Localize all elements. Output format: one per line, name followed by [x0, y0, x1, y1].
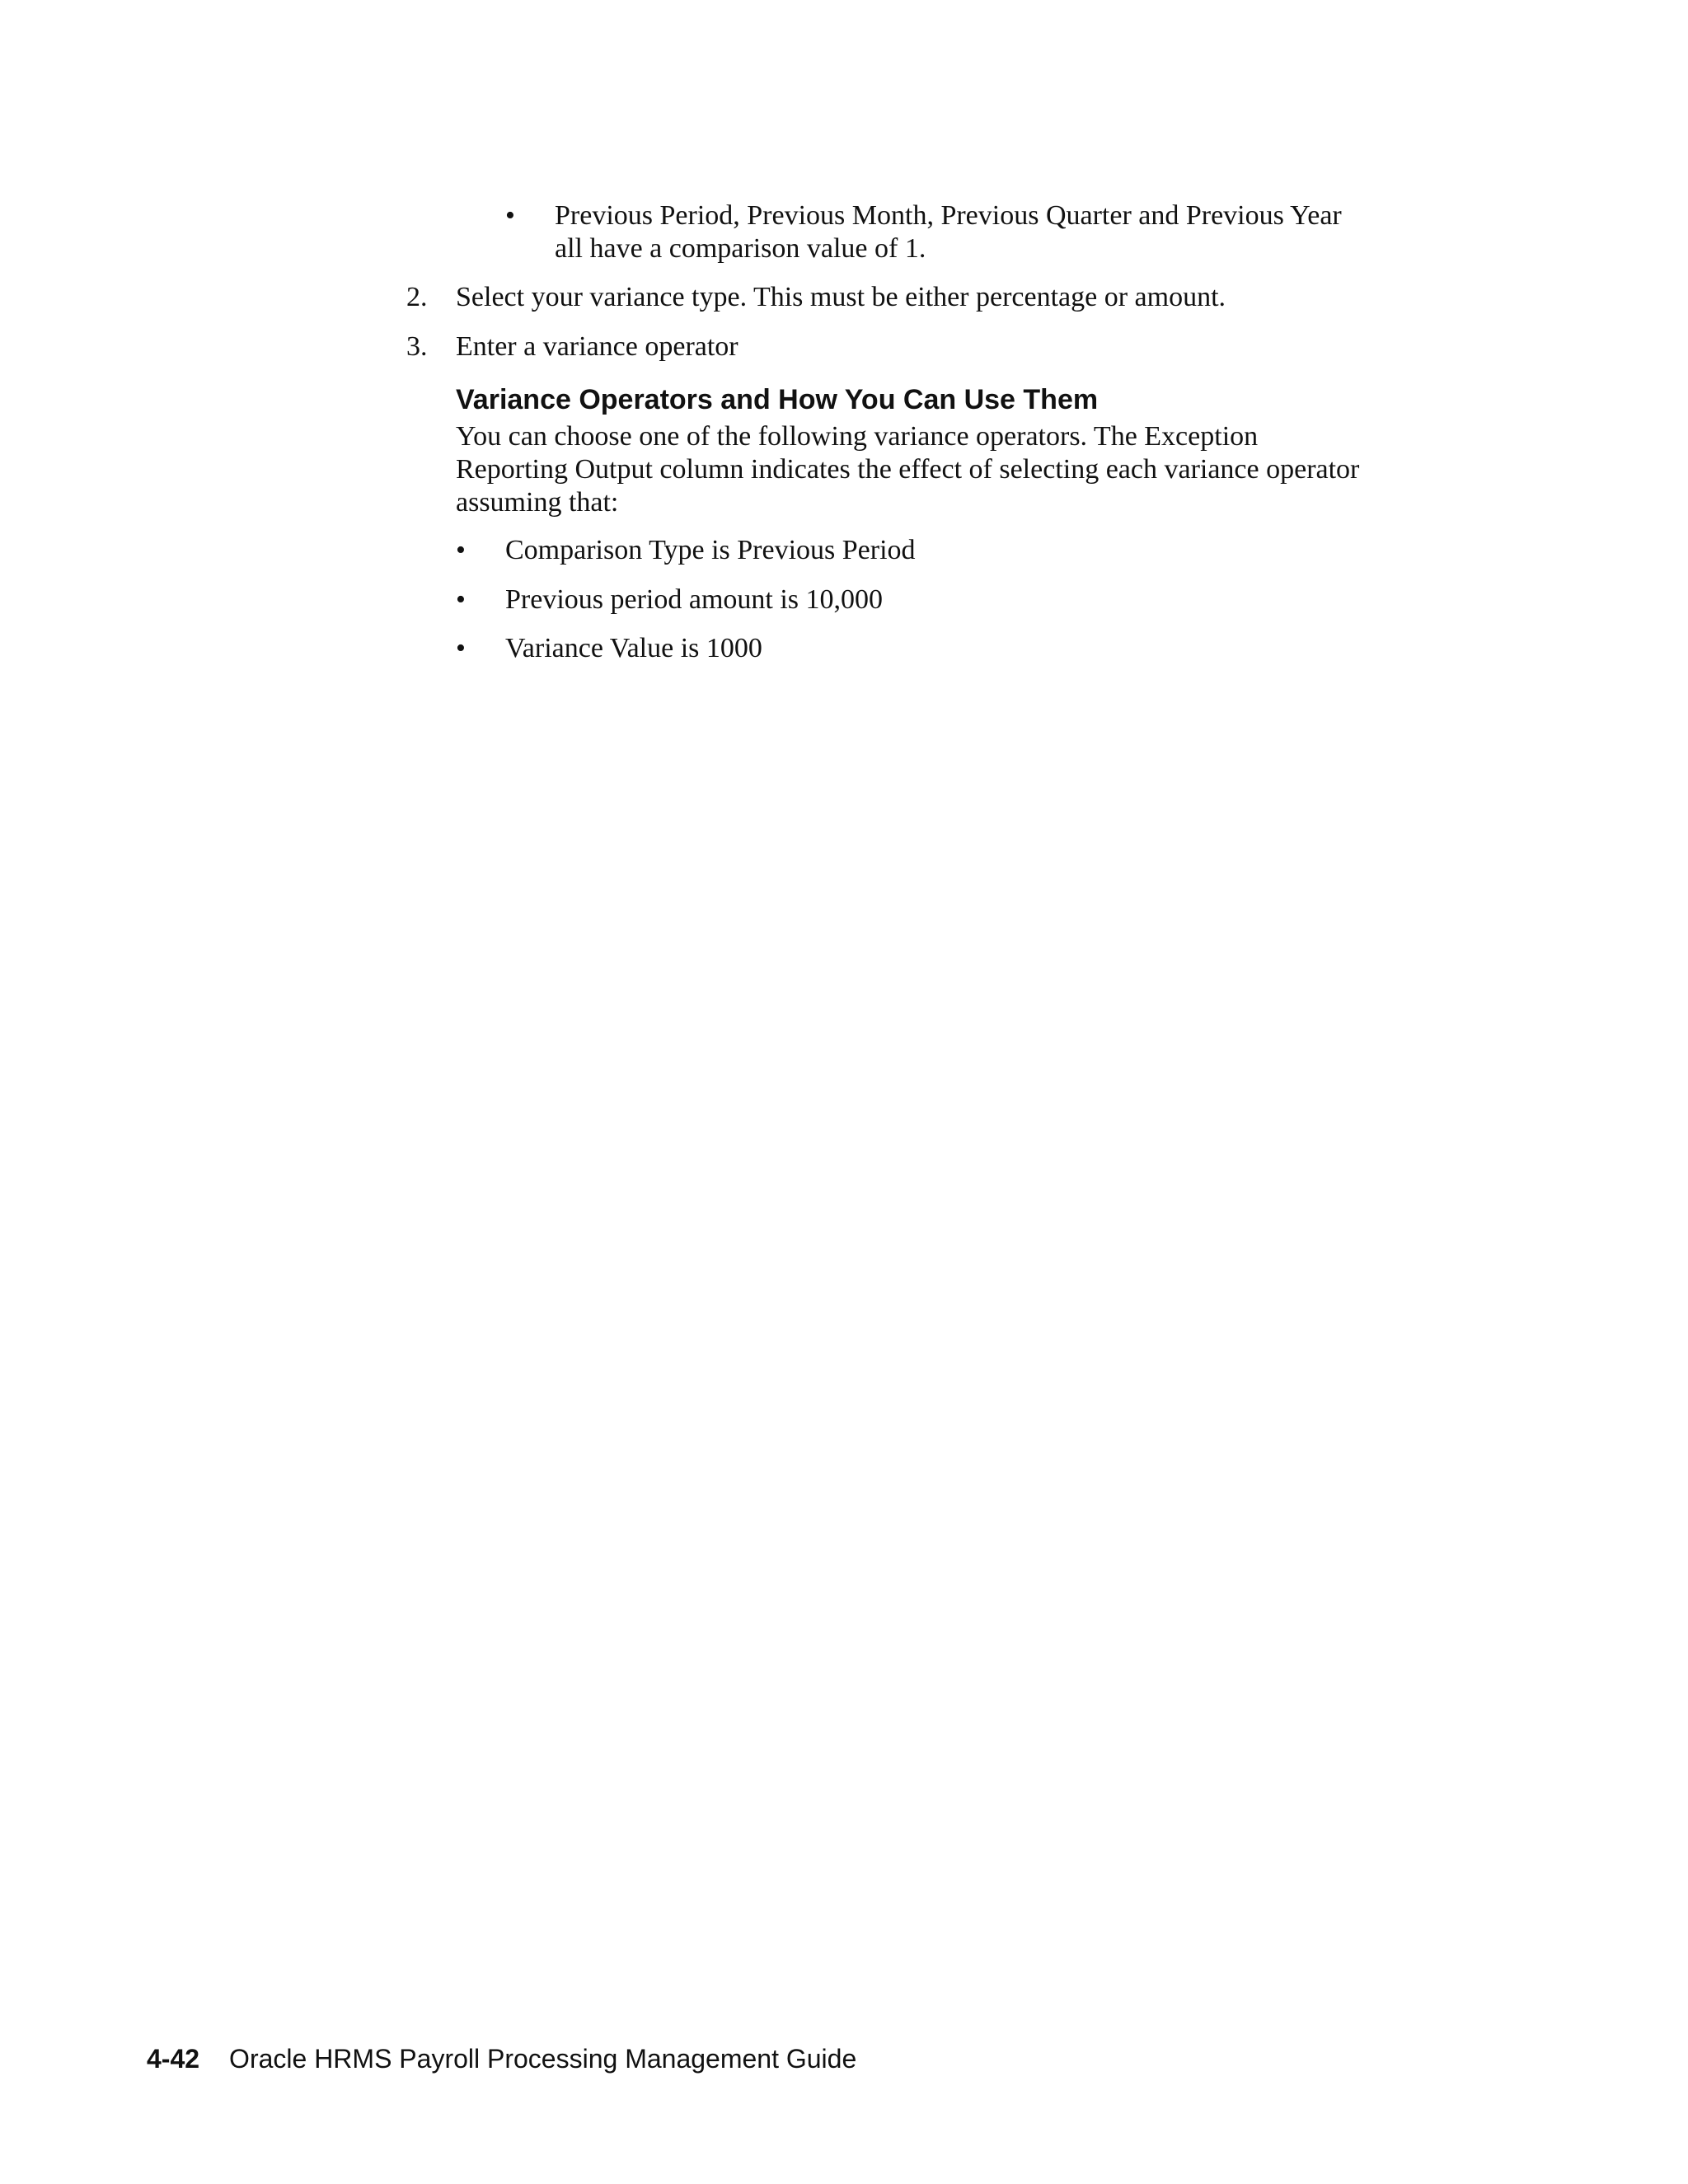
page-footer: [147, 2042, 856, 2075]
step-number: 2.: [406, 282, 428, 312]
bullet-glyph: •: [456, 535, 466, 565]
step-number: 3.: [406, 331, 428, 362]
paragraph-line: You can choose one of the following variance operators. The Exception: [456, 421, 1259, 452]
step-item: [406, 281, 1226, 314]
list-item-text: Comparison Type is Previous Period: [505, 535, 916, 565]
bullet-glyph: •: [456, 584, 466, 615]
list-item: [456, 534, 916, 567]
list-item: [456, 632, 762, 665]
list-item: [456, 583, 883, 616]
bullet-glyph: •: [505, 200, 515, 231]
sub-bullet-item: [505, 199, 1342, 265]
book-title: Oracle HRMS Payroll Processing Management Guide: [229, 2044, 857, 2074]
page-number: 4-42: [147, 2044, 200, 2074]
bullet-glyph: •: [456, 633, 466, 663]
paragraph-line: assuming that:: [456, 487, 619, 518]
sub-bullet-text: Previous Period, Previous Month, Previous Quarter and Previous Year all have a comparison value of 1.: [555, 200, 1342, 264]
section-heading: Variance Operators and How You Can Use Them: [456, 384, 1099, 415]
step-text: Select your variance type. This must be either percentage or amount.: [456, 282, 1226, 312]
list-item-text: Variance Value is 1000: [505, 633, 762, 663]
paragraph: [456, 420, 1359, 519]
paragraph-line: Reporting Output column indicates the effect of selecting each variance operator: [456, 454, 1360, 485]
step-text: Enter a variance operator: [456, 331, 738, 362]
step-item: [406, 330, 738, 363]
list-item-text: Previous period amount is 10,000: [505, 584, 884, 615]
